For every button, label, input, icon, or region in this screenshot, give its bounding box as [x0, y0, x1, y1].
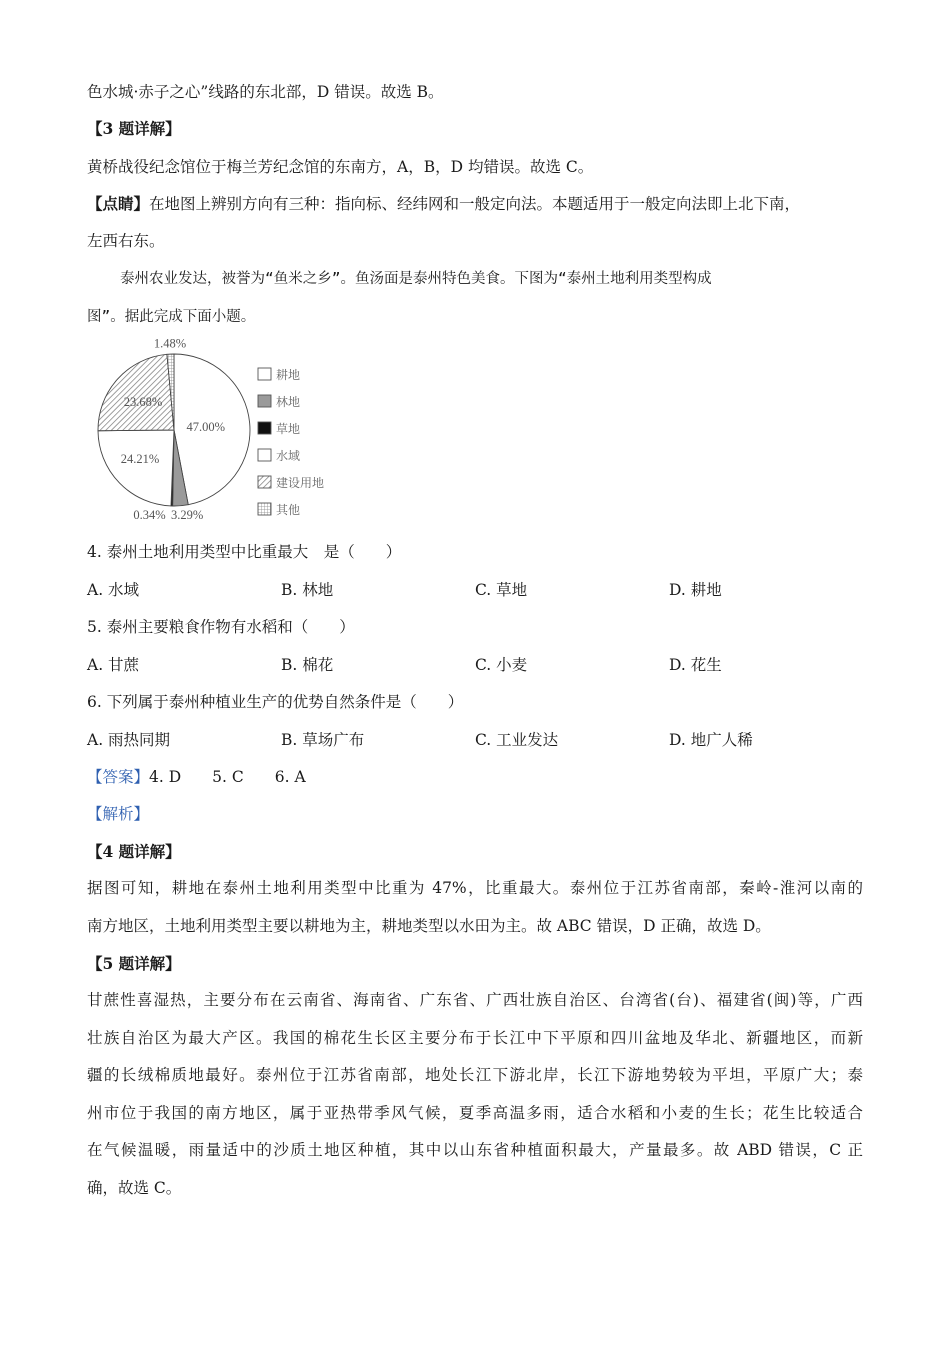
q4-option-d: D. 耕地 [669, 581, 722, 599]
legend-label-grassland: 草地 [276, 422, 301, 436]
pie-label-grassland: 0.34% [133, 508, 166, 523]
q5-detail-line: 确，故选 C。 [87, 1178, 182, 1197]
q4-detail-line: 南方地区，土地利用类型主要以耕地为主，耕地类型以水田为主。故 ABC 错误，D 正确，故选 D。 [87, 916, 771, 935]
q3-detail-text: 黄桥战役纪念馆位于梅兰芳纪念馆的东南方，A，B，D 均错误。故选 C。 [87, 158, 594, 176]
q4-detail-header: 【4 题详解】 [87, 842, 181, 861]
q6-option-a: A. 雨热同期 [87, 731, 171, 749]
q5-detail-paragraph [87, 982, 863, 1207]
tip-text: 在地图上辨别方向有三种：指向标、经纬网和一般定向法。本题适用于一般定向法即上北下南， [149, 195, 801, 213]
legend-label-forest: 林地 [276, 395, 301, 409]
tip-label: 【点睛】 [87, 194, 150, 213]
analysis-label: 【解析】 [87, 805, 150, 823]
q5-option-d: D. 花生 [669, 656, 722, 674]
q5-detail-line: 疆的长绒棉质地最好。泰州位于江苏省南部，地处长江下游北岸，长江下游地势较为平坦，平原广大；泰 [87, 1066, 863, 1084]
question-5-stem: 5. 泰州主要粮食作物有水稻和（ ） [87, 618, 355, 636]
legend-label-construction: 建设用地 [276, 476, 325, 490]
pie-slice-construction [98, 354, 174, 430]
q4-detail-line: 据图可知，耕地在泰州土地利用类型中比重为 47%，比重最大。泰州位于江苏省南部，秦岭-淮河以南的 [87, 879, 863, 897]
answer-items: 4. D 5. C 6. A [149, 768, 306, 786]
continuation-text: 色水城·赤子之心”线路的东北部，D 错误。故选 B。 [87, 83, 444, 101]
q5-detail-line: 在气候温暖，雨量适中的沙质土地区种植，其中以山东省种植面积最大，产量最多。故 ABD 错误，C 正 [87, 1141, 863, 1159]
q5-option-b: B. 棉花 [281, 656, 334, 674]
q4-option-b: B. 林地 [281, 581, 334, 599]
pie-label-forest: 3.29% [171, 507, 204, 522]
intro-line-2: 图”。据此完成下面小题。 [87, 309, 256, 325]
land-use-pie-chart [90, 338, 350, 526]
q3-detail-header: 【3 题详解】 [87, 119, 181, 138]
legend-label-other: 其他 [276, 503, 301, 517]
q4-option-c: C. 草地 [475, 581, 528, 599]
q6-option-d: D. 地广人稀 [669, 731, 753, 749]
q5-detail-line: 甘蔗性喜湿热，主要分布在云南省、海南省、广东省、广西壮族自治区、台湾省(台)、福建省(闽)等，广西 [87, 991, 863, 1009]
legend-swatch-grassland [258, 422, 271, 434]
answer-label: 【答案】 [87, 768, 150, 786]
legend-label-cropland: 耕地 [276, 368, 301, 382]
pie-chart-svg [90, 338, 350, 526]
legend-label-water: 水域 [276, 449, 301, 463]
legend-swatch-other [258, 503, 271, 515]
q5-detail-header: 【5 题详解】 [87, 954, 181, 973]
question-4-stem: 4. 泰州土地利用类型中比重最大 是（ ） [87, 543, 402, 561]
tip-line-1 [87, 194, 800, 214]
pie-label-cropland: 47.00% [186, 420, 226, 434]
q4-detail-paragraph [87, 870, 863, 945]
question-6-stem: 6. 下列属于泰州种植业生产的优势自然条件是（ ） [87, 693, 464, 711]
legend-swatch-water [258, 449, 271, 461]
q6-option-c: C. 工业发达 [475, 731, 559, 749]
q6-option-b: B. 草场广布 [281, 731, 365, 749]
pie-label-construction: 23.68% [123, 395, 163, 409]
q5-detail-line: 州市位于我国的南方地区，属于亚热带季风气候，夏季高温多雨，适合水稻和小麦的生长；花生比较适合 [87, 1103, 863, 1122]
legend-swatch-construction [258, 476, 271, 488]
intro-line-1: 泰州农业发达，被誉为“鱼米之乡”。鱼汤面是泰州特色美食。下图为“泰州土地利用类型构成 [120, 271, 712, 287]
pie-label-water: 24.21% [120, 452, 160, 467]
tip-line-2: 左西右东。 [87, 232, 165, 250]
pie-slice-water [98, 430, 174, 506]
answer-line [87, 767, 306, 787]
q4-option-a: A. 水域 [87, 581, 140, 599]
legend-swatch-cropland [258, 368, 271, 380]
q5-option-a: A. 甘蔗 [87, 656, 140, 674]
q5-detail-line: 壮族自治区为最大产区。我国的棉花生长区主要分布于长江中下平原和四川盆地及华北、新疆地区，而新 [87, 1028, 863, 1047]
pie-label-other: 1.48% [153, 338, 187, 351]
legend-swatch-forest [258, 395, 271, 407]
q5-option-c: C. 小麦 [475, 656, 528, 674]
